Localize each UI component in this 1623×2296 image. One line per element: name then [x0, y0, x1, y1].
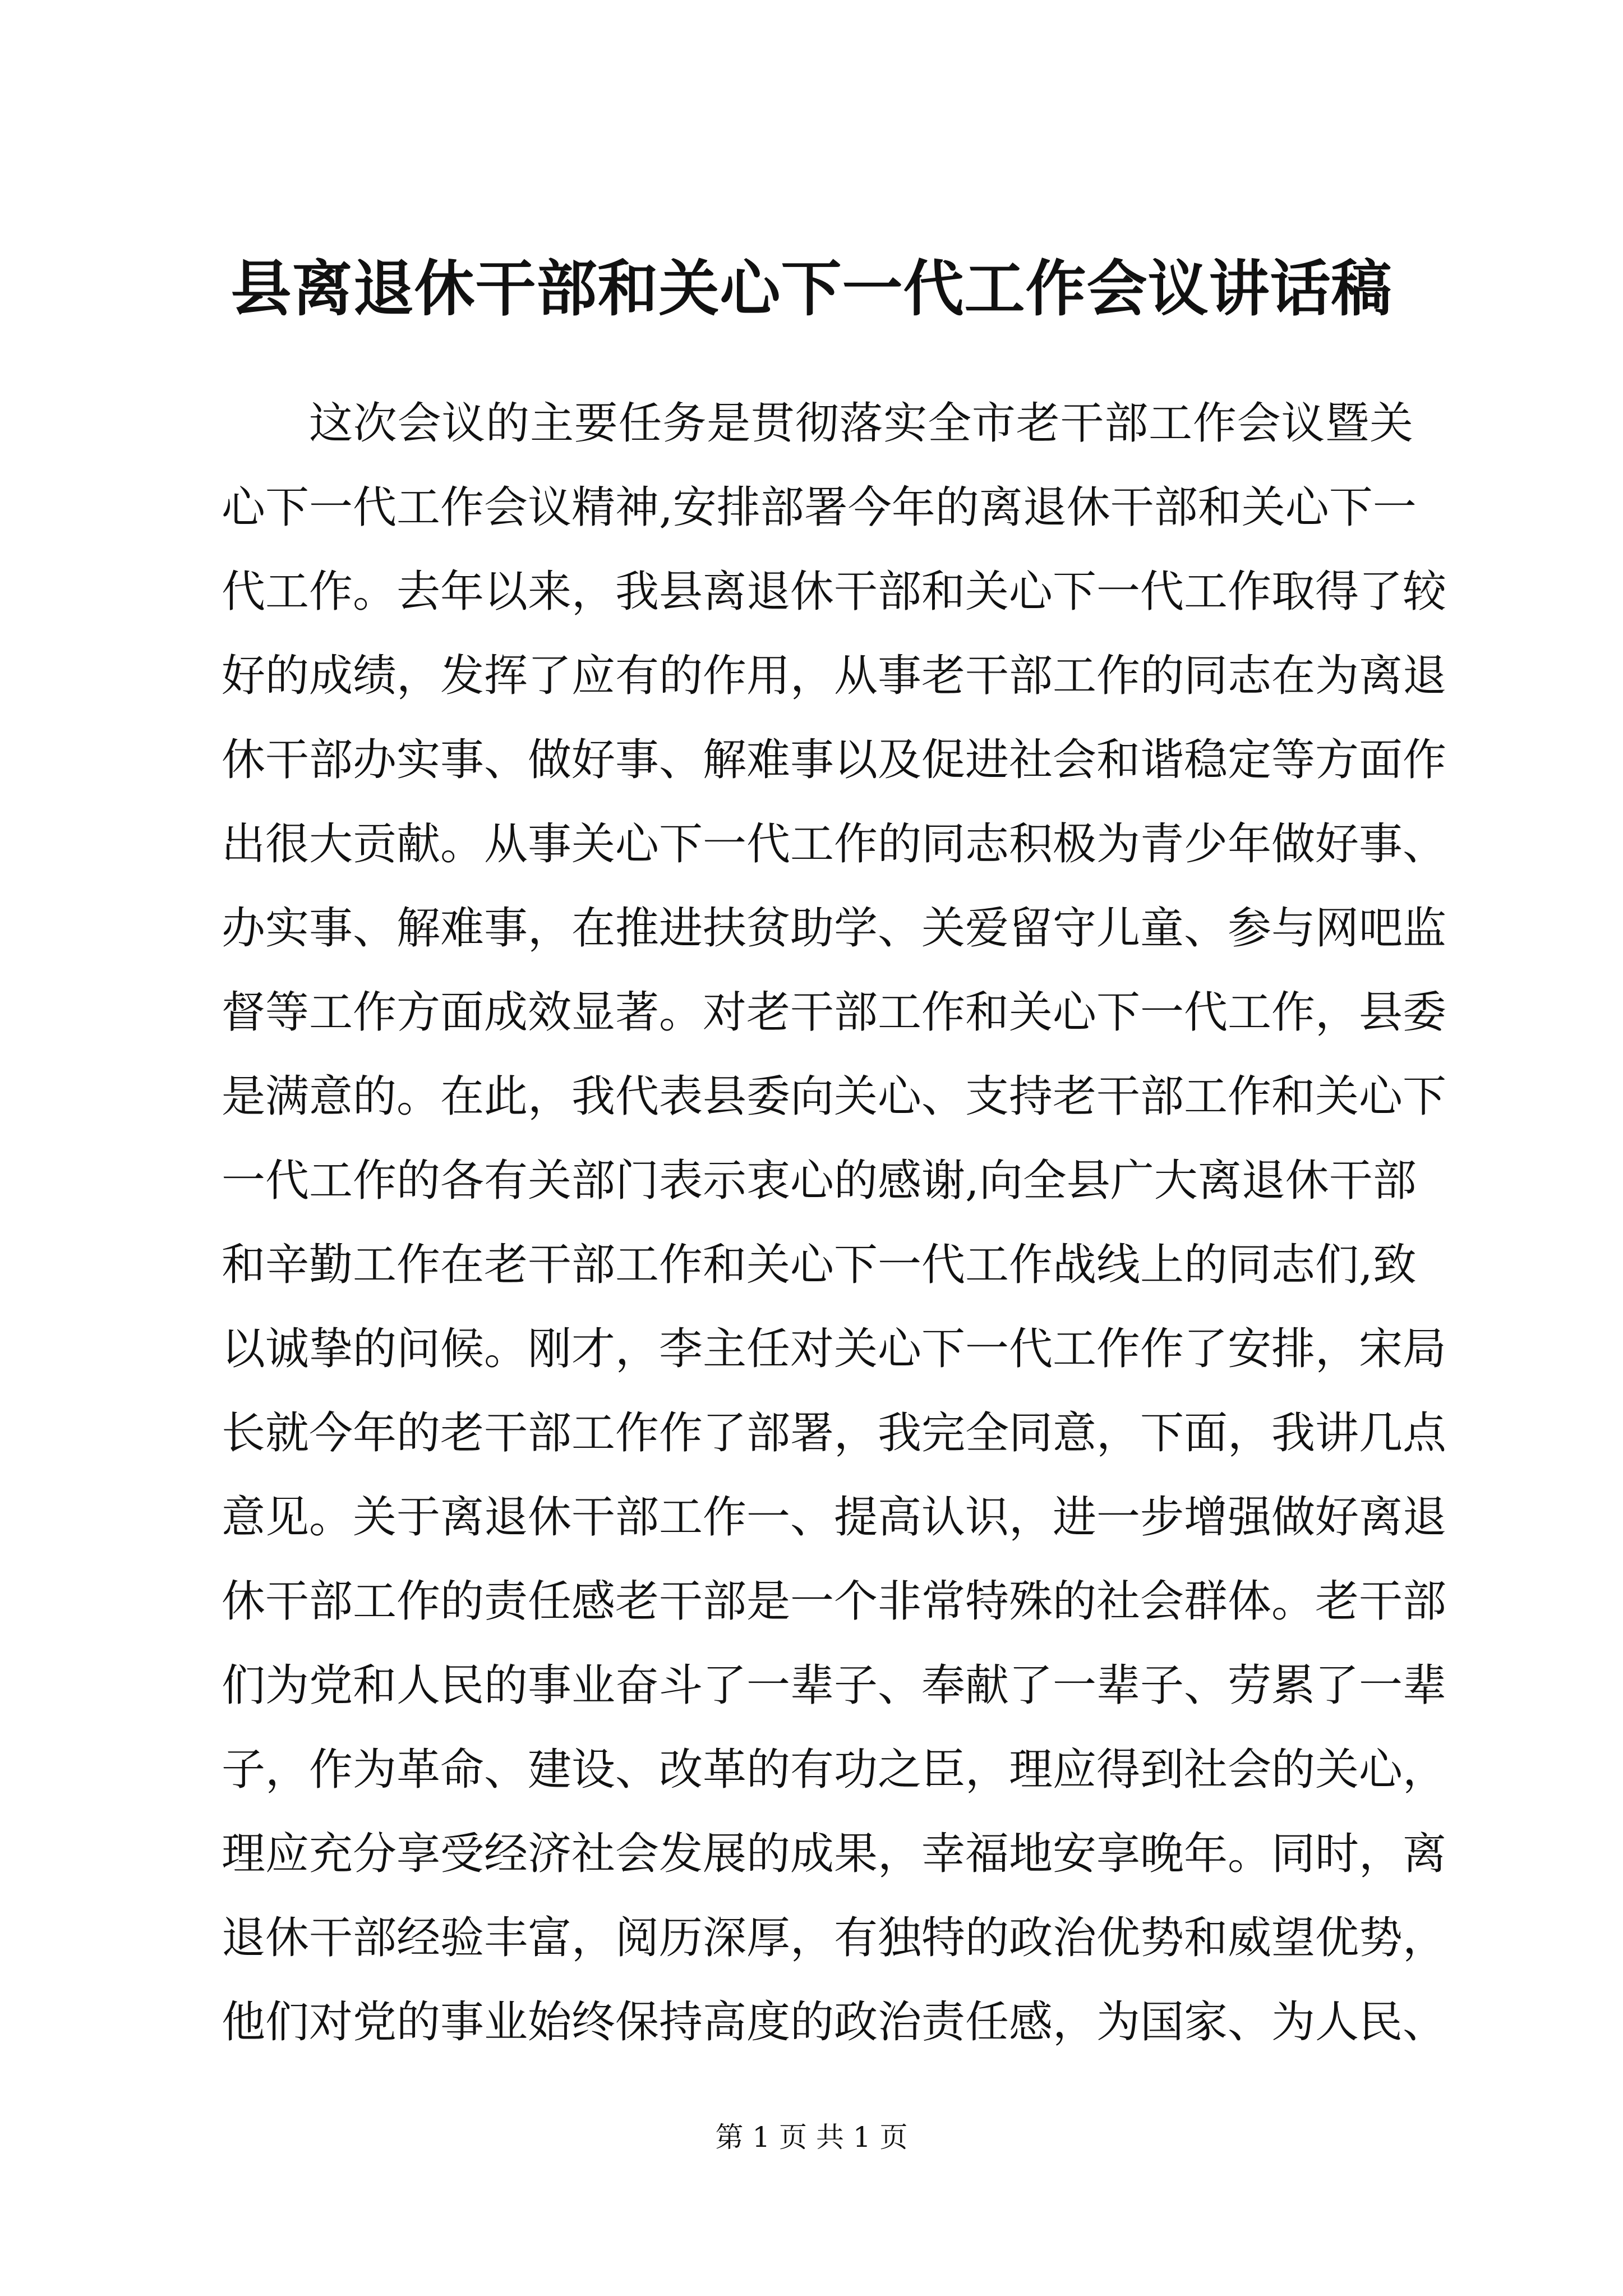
body-line: 这次会议的主要任务是贯彻落实全市老干部工作会议暨关 [309, 398, 1413, 449]
body-line: 督等工作方面成效显著。对老干部工作和关心下一代工作，县委 [222, 987, 1447, 1038]
body-line: 是满意的。在此，我代表县委向关心、支持老干部工作和关心下 [222, 1071, 1447, 1122]
body-line: 长就今年的老干部工作作了部署，我完全同意，下面，我讲几点 [222, 1408, 1447, 1458]
document-title: 县离退休干部和关心下一代工作会议讲话稿 [230, 254, 1393, 324]
body-line: 休干部办实事、做好事、解难事以及促进社会和谐稳定等方面作 [222, 735, 1447, 785]
body-line: 退休干部经验丰富，阅历深厚，有独特的政治优势和威望优势， [222, 1913, 1447, 1963]
body-line: 心下一代工作会议精神,安排部署今年的离退休干部和关心下一 [222, 482, 1417, 533]
body-line: 代工作。去年以来，我县离退休干部和关心下一代工作取得了较 [222, 567, 1447, 617]
page-number-footer: 第 1 页 共 1 页 [715, 2121, 908, 2154]
body-line: 一代工作的各有关部门表示衷心的感谢,向全县广大离退休干部 [222, 1156, 1417, 1206]
body-line: 子，作为革命、建设、改革的有功之臣，理应得到社会的关心， [222, 1745, 1447, 1795]
body-line: 和辛勤工作在老干部工作和关心下一代工作战线上的同志们,致 [222, 1240, 1417, 1290]
body-line: 办实事、解难事，在推进扶贫助学、关爱留守儿童、参与网吧监 [222, 903, 1447, 954]
body-line: 以诚挚的问候。刚才，李主任对关心下一代工作作了安排，宋局 [222, 1324, 1447, 1374]
body-line: 好的成绩，发挥了应有的作用，从事老干部工作的同志在为离退 [222, 651, 1447, 701]
document-body [222, 381, 1447, 2064]
body-line: 休干部工作的责任感老干部是一个非常特殊的社会群体。老干部 [222, 1576, 1447, 1627]
body-line: 他们对党的事业始终保持高度的政治责任感，为国家、为人民、 [222, 1997, 1447, 2047]
body-line: 理应充分享受经济社会发展的成果，幸福地安享晚年。同时，离 [222, 1829, 1447, 1879]
body-line: 出很大贡献。从事关心下一代工作的同志积极为青少年做好事、 [222, 819, 1447, 869]
body-line: 们为党和人民的事业奋斗了一辈子、奉献了一辈子、劳累了一辈 [222, 1660, 1447, 1711]
body-line: 意见。关于离退休干部工作一、提高认识，进一步增强做好离退 [222, 1492, 1447, 1543]
